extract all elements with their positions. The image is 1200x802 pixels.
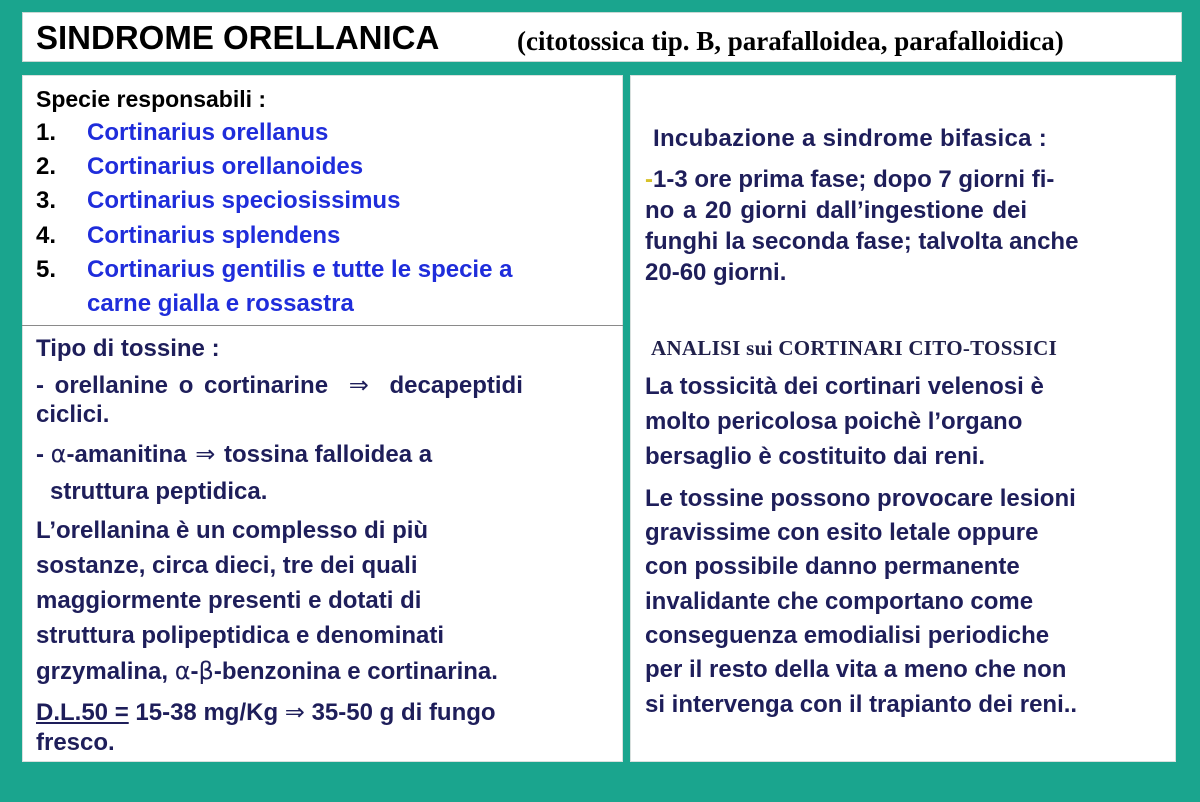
- incubation-line: [645, 163, 1054, 197]
- analysis-paragraph-line: Le tossine possono provocare lesioni: [645, 485, 1076, 512]
- list-dash: -: [645, 166, 653, 193]
- species-item-continuation: carne gialla e rossastra: [87, 290, 354, 317]
- title-banner: [22, 12, 1182, 62]
- analysis-paragraph-line: gravissime con esito letale oppure: [645, 519, 1039, 546]
- toxin-name: -benzonina e cortinarina.: [213, 658, 498, 685]
- analysis-paragraph-line: bersaglio è costituito dai reni.: [645, 443, 986, 470]
- species-item: Cortinarius orellanus: [87, 119, 329, 146]
- page-title: SINDROME ORELLANICA: [36, 19, 440, 56]
- implies-arrow-icon: ⇒: [348, 371, 369, 399]
- analysis-heading: ANALISI sui CORTINARI CITO-TOSSICI: [651, 336, 1058, 360]
- alpha-symbol: α: [174, 657, 191, 685]
- hyphen: -: [190, 658, 199, 685]
- incubation-line: no a 20 giorni dall’ingestione dei: [645, 197, 1028, 224]
- lethal-dose-value: 15-38 mg/Kg: [135, 699, 279, 726]
- lethal-dose-equivalent: 35-50 g di fungo: [311, 699, 496, 726]
- toxin-name: grzymalina,: [36, 658, 175, 685]
- incubation-text: 1-3 ore prima fase; dopo 7 giorni fi-: [653, 166, 1055, 193]
- incubation-line: 20-60 giorni.: [645, 259, 787, 286]
- species-number: 1.: [36, 119, 57, 146]
- toxin-name: -amanitina: [66, 441, 187, 468]
- species-number: 3.: [36, 187, 57, 214]
- analysis-paragraph-line: invalidante che comportano come: [645, 588, 1034, 615]
- orellanine-paragraph-line: L’orellanina è un complesso di più: [36, 517, 429, 544]
- analysis-paragraph-line: si intervenga con il trapianto dei reni..: [645, 691, 1078, 718]
- species-item: Cortinarius splendens: [87, 222, 341, 249]
- beta-symbol: β: [198, 657, 214, 685]
- orellanine-paragraph-line: [36, 654, 498, 689]
- analysis-paragraph-line: con possibile danno permanente: [645, 553, 1020, 580]
- alpha-symbol: α: [50, 440, 67, 468]
- lethal-dose-continuation: fresco.: [36, 729, 115, 756]
- toxin-line-continuation: struttura peptidica.: [50, 478, 268, 505]
- implies-arrow-icon: ⇒: [284, 698, 305, 726]
- lethal-dose-label: D.L.50 =: [36, 699, 129, 726]
- toxins-heading: Tipo di tossine :: [36, 335, 220, 362]
- page-subtitle: (citotossica tip. B, parafalloidea, parafalloidica): [517, 26, 1064, 56]
- analysis-paragraph-line: conseguenza emodialisi periodiche: [645, 622, 1050, 649]
- species-item: Cortinarius gentilis e tutte le specie a: [87, 256, 513, 283]
- list-dash: -: [36, 441, 51, 468]
- toxin-line-continuation: ciclici.: [36, 401, 110, 428]
- analysis-paragraph-line: La tossicità dei cortinari velenosi è: [645, 373, 1044, 400]
- lethal-dose-line: [36, 695, 496, 730]
- toxin-class: decapeptidi: [389, 372, 523, 399]
- species-number: 5.: [36, 256, 57, 283]
- orellanine-paragraph-line: struttura polipeptidica e denominati: [36, 622, 445, 649]
- analysis-paragraph-line: molto pericolosa poichè l’organo: [645, 408, 1023, 435]
- toxin-line: [36, 437, 432, 472]
- toxin-name: - orellanine o cortinarine: [36, 372, 329, 399]
- incubation-line: funghi la seconda fase; talvolta anche: [645, 228, 1079, 255]
- species-item: Cortinarius speciosissimus: [87, 187, 401, 214]
- species-number: 4.: [36, 222, 57, 249]
- analysis-paragraph-line: per il resto della vita a meno che non: [645, 656, 1067, 683]
- implies-arrow-icon: ⇒: [195, 440, 216, 468]
- species-number: 2.: [36, 153, 57, 180]
- orellanine-paragraph-line: sostanze, circa dieci, tre dei quali: [36, 552, 418, 579]
- toxin-class: tossina falloidea a: [223, 441, 433, 468]
- incubation-heading: Incubazione a sindrome bifasica :: [653, 125, 1047, 152]
- species-item: Cortinarius orellanoides: [87, 153, 364, 180]
- section-divider: [22, 325, 623, 326]
- orellanine-paragraph-line: maggiormente presenti e dotati di: [36, 587, 422, 614]
- species-heading: Specie responsabili :: [36, 86, 267, 112]
